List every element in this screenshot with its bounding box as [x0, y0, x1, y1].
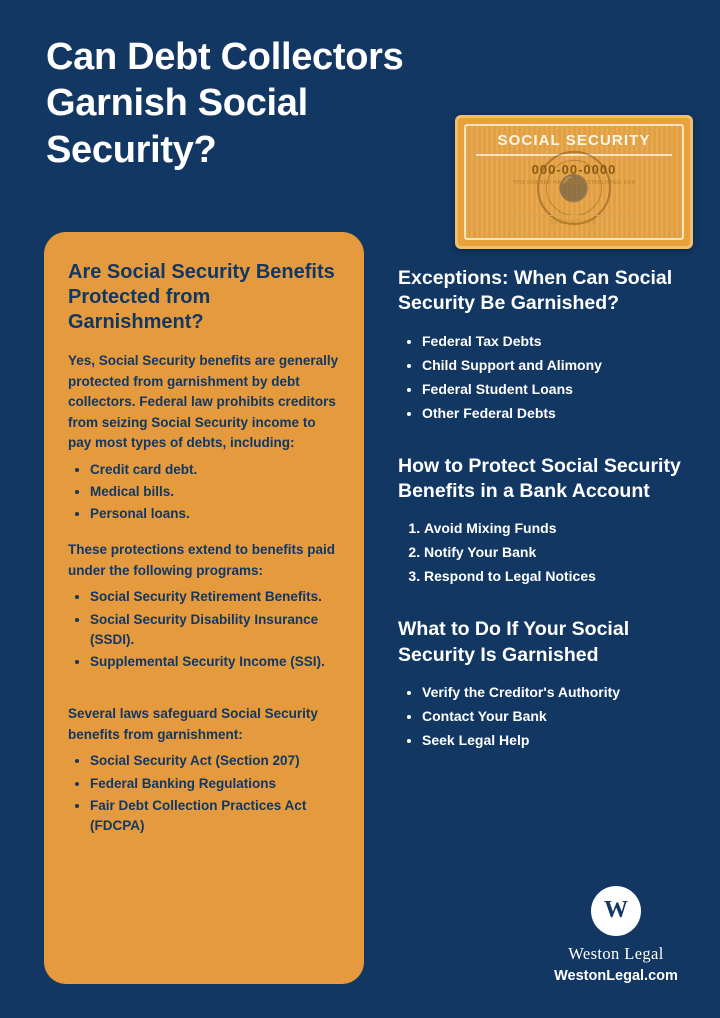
list-item: • Credit card debt.: [90, 460, 340, 480]
signature-line: [512, 215, 636, 216]
logo-monogram-letter: W: [604, 896, 628, 923]
card-fine-print: THIS NUMBER HAS BEEN ESTABLISHED FOR: [512, 180, 636, 186]
card-signature-label: SIGNATURE: [550, 220, 598, 226]
card-inner-border: [464, 124, 684, 240]
panel-list-3: [68, 751, 340, 836]
what-to-do-heading: What to Do If Your Social Security Is Garnished: [398, 618, 630, 666]
list-item: • Seek Legal Help: [422, 730, 694, 751]
list-item: 1. Avoid Mixing Funds: [424, 518, 694, 539]
what-to-do-list: [398, 682, 694, 751]
exceptions-list: [398, 331, 694, 424]
list-item: • Federal Banking Regulations: [90, 774, 340, 794]
panel-list-1: [68, 460, 340, 525]
protect-benefits-list: [398, 518, 694, 587]
list-item: • Other Federal Debts: [422, 403, 694, 424]
card-heading: SOCIAL SECURITY: [497, 132, 651, 149]
logo-name: Weston Legal: [568, 944, 664, 963]
list-item: • Child Support and Alimony: [422, 355, 694, 376]
panel-list-2: [68, 587, 340, 672]
card-number: 000-00-0000: [531, 162, 617, 177]
panel-paragraph-1: Yes, Social Security benefits are generally protected from garnishment by debt collectors. Federal law prohibits creditors from seizing Social Security income to pay most types of debts, including:: [68, 353, 339, 451]
list-item: • Fair Debt Collection Practices Act (FDCPA): [90, 796, 340, 837]
panel-paragraph-3: Several laws safeguard Social Security benefits from garnishment:: [68, 706, 318, 742]
page-title: Can Debt Collectors Garnish Social Security?: [46, 36, 404, 171]
list-item: 2. Notify Your Bank: [424, 542, 694, 563]
right-column: [398, 266, 694, 781]
social-security-card-image: [455, 115, 693, 249]
list-item: • Social Security Retirement Benefits.: [90, 587, 340, 607]
list-item: • Social Security Disability Insurance (SSDI).: [90, 610, 340, 651]
brand-logo: [534, 886, 698, 964]
exceptions-heading: Exceptions: When Can Social Security Be Garnished?: [398, 267, 673, 315]
website-url[interactable]: WestonLegal.com: [554, 968, 678, 984]
protected-benefits-panel: [44, 232, 364, 984]
list-item: • Contact Your Bank: [422, 706, 694, 727]
list-item: • Federal Student Loans: [422, 379, 694, 400]
logo-monogram-icon: [591, 886, 641, 936]
list-item: • Federal Tax Debts: [422, 331, 694, 352]
list-item: • Social Security Act (Section 207): [90, 751, 340, 771]
list-item: • Supplemental Security Income (SSI).: [90, 652, 340, 672]
eagle-icon: ⚫: [557, 172, 591, 203]
list-item: • Medical bills.: [90, 482, 340, 502]
list-item: • Verify the Creditor's Authority: [422, 682, 694, 703]
panel-heading: Are Social Security Benefits Protected from Garnishment?: [68, 261, 335, 333]
list-item: 3. Respond to Legal Notices: [424, 566, 694, 587]
spacer: [68, 688, 340, 704]
panel-paragraph-2: These protections extend to benefits paid under the following programs:: [68, 542, 336, 578]
list-item: • Personal loans.: [90, 504, 340, 524]
protect-benefits-heading: How to Protect Social Security Benefits in a Bank Account: [398, 454, 681, 503]
